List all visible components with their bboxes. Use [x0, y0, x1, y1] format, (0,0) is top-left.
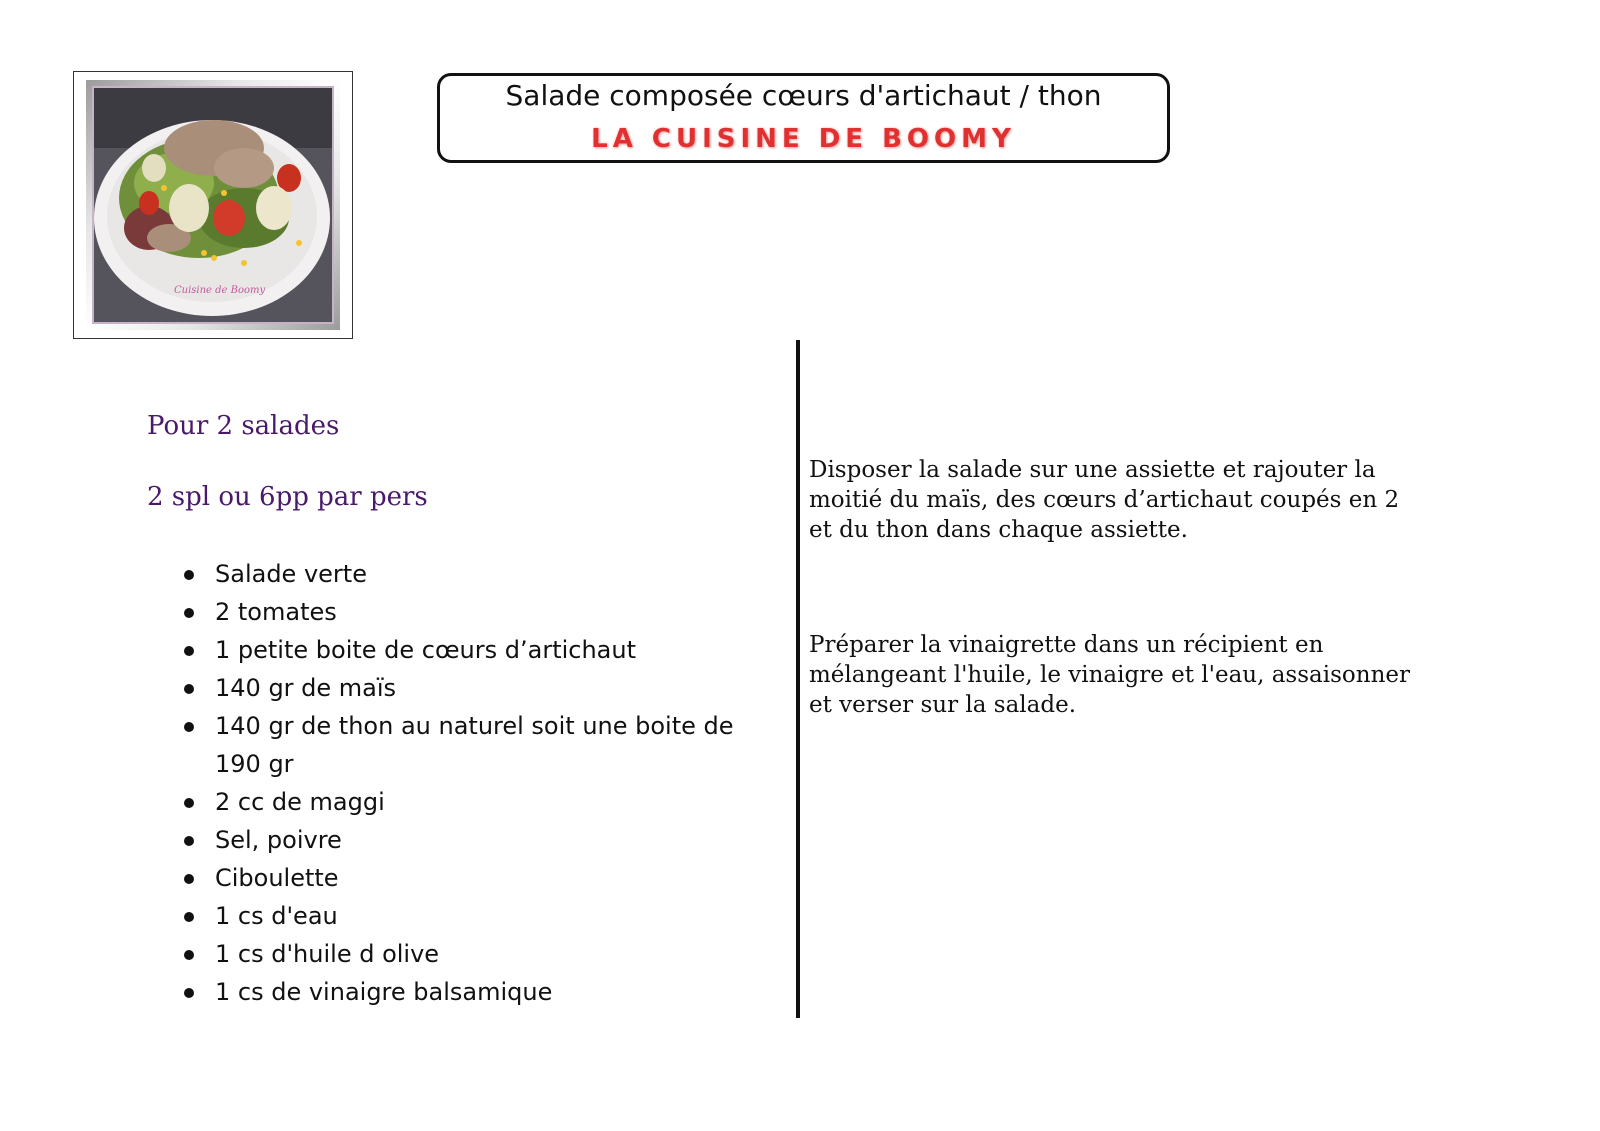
bullet-icon	[184, 684, 194, 694]
bullet-icon	[184, 570, 194, 580]
bullet-icon	[184, 836, 194, 846]
instruction-step: Disposer la salade sur une assiette et rajouter la moitié du maïs, des cœurs d’artichaut coupés en 2 et du thon dans chaque assiette.	[809, 457, 1400, 543]
ingredient-text: Salade verte	[215, 560, 367, 588]
ingredient-text: 1 cs de vinaigre balsamique	[215, 978, 553, 1006]
bullet-icon	[184, 950, 194, 960]
recipe-title: Salade composée cœurs d'artichaut / thon	[505, 79, 1102, 112]
site-name: LA CUISINE DE BOOMY	[591, 124, 1016, 154]
recipe-photo-frame	[73, 71, 353, 339]
bullet-icon	[184, 988, 194, 998]
ingredient-item	[184, 555, 764, 593]
ingredient-text: 2 tomates	[215, 598, 337, 626]
bullet-icon	[184, 608, 194, 618]
ingredient-item	[184, 593, 764, 631]
ingredient-item	[184, 973, 764, 1011]
ingredient-text: 1 cs d'huile d olive	[215, 940, 440, 968]
ingredient-text: 140 gr de thon au naturel soit une boite de 190 gr	[215, 712, 734, 778]
ingredient-item	[184, 897, 764, 935]
points-heading: 2 spl ou 6pp par pers	[147, 482, 428, 512]
ingredient-text: 2 cc de maggi	[215, 788, 385, 816]
ingredient-item	[184, 669, 764, 707]
ingredient-text: 140 gr de maïs	[215, 674, 397, 702]
title-box	[437, 73, 1170, 163]
ingredient-text: Ciboulette	[215, 864, 339, 892]
recipe-photo	[92, 86, 334, 324]
servings-heading: Pour 2 salades	[147, 411, 340, 441]
instruction-step: Préparer la vinaigrette dans un récipient en mélangeant l'huile, le vinaigre et l'eau, assaisonner et verser sur la salade.	[809, 632, 1410, 718]
ingredient-item	[184, 821, 764, 859]
bullet-icon	[184, 874, 194, 884]
bullet-icon	[184, 646, 194, 656]
ingredient-text: 1 petite boite de cœurs d’artichaut	[215, 636, 637, 664]
ingredient-item	[184, 707, 764, 783]
ingredient-text: Sel, poivre	[215, 826, 342, 854]
ingredient-item	[184, 859, 764, 897]
salad-plate-image	[94, 88, 332, 322]
photo-mat	[86, 80, 340, 330]
bullet-icon	[184, 798, 194, 808]
ingredient-item	[184, 783, 764, 821]
ingredient-item	[184, 631, 764, 669]
ingredient-list	[184, 555, 764, 1011]
ingredient-text: 1 cs d'eau	[215, 902, 338, 930]
bullet-icon	[184, 722, 194, 732]
ingredient-item	[184, 935, 764, 973]
bullet-icon	[184, 912, 194, 922]
photo-watermark: Cuisine de Boomy	[174, 285, 266, 296]
column-divider	[796, 340, 800, 1018]
